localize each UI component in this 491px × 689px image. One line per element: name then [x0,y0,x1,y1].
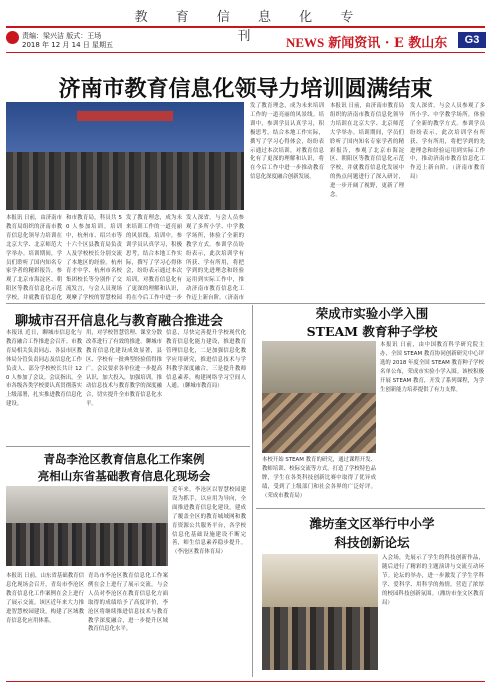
footer-rule [6,681,485,682]
newspaper-logo-icon [6,31,19,44]
story4-text-col3: 近年来，李沧区以智慧校园建设为抓手，以应用为导向，全面推进教育信息化建设，建成了覆盖全区的教育城域网和教育资源公共服务平台，各学校信息化基础设施建设不断完善，师生信息素养稳步提升。（李沧区教育体育局） [172,487,246,556]
story5-text-col1: 入会场，先展示了学生的科技创新作品，随后进行了精彩的主题演讲与交流互动环节。论坛的举办，进一步激发了学生学科学、爱科学、用科学的热情，营造了浓厚的校园科技创新氛围。（潍坊市奎文区教育局） [382,555,484,606]
lead-photo [6,102,244,210]
story4-photo [6,486,168,566]
story3-text-col2: 本校开始 STEAM 教育的研究，通过课程开发、教师培训、校际交流等方式，打造了学校特色品牌，学生在各类科技创新比赛中取得了优异成绩，受到了上级部门和社会各界的广泛好评。（荣成市教育局） [262,457,376,499]
page-number: G3 [458,32,486,48]
lead-text-right-col3: 发人深省。与会人员参观了多所小学、中学教学场所，体验了全新的教学方式。参训学员纷纷表示，此次培训学有所获、学有所用，将把学到的先进理念和经验运用到实际工作中，推动济南市教育信息化工作迈上新台阶。（济南市教育局） [410,103,485,181]
story4-headline-line2: 亮相山东省基础教育信息化现场会 [37,469,211,483]
section-rule [6,52,485,53]
story2-headline: 聊城市召开信息化与教育融合推进会 [14,314,223,329]
masthead-rule [6,26,485,28]
divider-right-mid [256,508,485,509]
story3-headline-line2: STEAM 教育种子学校 [306,324,438,339]
lead-text-col1: 本报讯 日前，由济南市教育局组织的济南市教育信息化领导力培训在北京大学、北京师范大学举办。培训期间，学员们聆听了国内知名专家学者的精彩报告，参观了北京市海淀区、朝阳区等教育信息化示范学校，并就教育信息化 [6,215,62,302]
lead-text-col4: 发人深省。与会人员参观了多所小学、中学教学场所，体验了全新的教学方式。参训学员纷纷表示，此次培训学有所获、学有所用，将把学到的先进理念和经验运用到实际工作中，推动济南市教育信息化工作迈上新台阶。（济南市 [186,215,244,302]
story2-text-col2: 用，对学校智慧管理、课堂分散改革进行了有效的推进。聊城市教育信息化建设成效显著，县区、学校有一批典型经验值得推广。会议要求各单位进一步提高认识，加大投入，加强培训，推动信息技术与教育教学的深度融合，切实提升全市教育信息化水平。 [86,330,162,408]
lead-headline: 济南市教育信息化领导力培训圆满结束 [58,76,433,102]
editor-credit: 责编：梁兴洁 版式：王场 [22,32,102,40]
story4-text-col2: 青岛市李沧区教育信息化工作案例在会上进行了展示交流，与会人员对李沧区在教育信息化方面取得的成绩给予了高度评价，李沧区将继续推进信息技术与教育教学深度融合，进一步提升区域教育信息化水平。 [88,573,168,633]
story3-photo [262,341,376,453]
section-en: NEWS [286,35,325,50]
divider-mid-vertical [252,305,253,677]
story3-text-col1: 本报讯 日前，由中国教育科学研究院主办，全国 STEAM 教育协同创新研究中心评选的 2018 年度全国 STEAM 教育种子学校名单公布，荣成市实验小学入围。该校积极开展 STEAM 教育，开发了系列课程，为学生创新能力培养提供了有力支撑。 [380,342,484,393]
story4-headline-line1: 青岛李沧区教育信息化工作案例 [43,452,205,466]
masthead-title: 教 育 信 息 化 专 刊 [134,10,366,44]
section-banner [286,32,448,51]
lead-text-col2: 和市教育局，科员共 50 人参加培训。培训中，杭州市、绍兴市等十六个区县教育局负责人及学校校长分别交流了本地区的经验。杭州育才中学、杭州市名校集团校长等分别作了交流发言，与会人员现场观摩了学校的智慧校园 [66,215,122,302]
lead-text-col3: 发了教育理念，成为未来培训工作的一道亮丽的风景线。培训中，参训学员认真学习，积极思考，结合本地工作实际，撰写了学习心得体会，纷纷表示通过本次培训，对教育信息化有了更深的理解和认识，将在今后工作中进一步 [126,215,182,302]
issue-date: 2018 年 12 月 14 日 星期五 [22,41,113,49]
story2-text-col3: 信息，尽快完善提升学校现代化教育信息化能力建设，推进教育管理信息化，二是加强信息化教学应用研究，推进信息技术与学科教学深度融合，三是提升教师信息素养，构建网络学习空间人人通。（聊城市教育局） [166,330,246,390]
story2-text-col1: 本报讯 近日，聊城市信息化与教育融合工作推进会召开。市教育局相关负责同志、各县市区教体局分管负责同志及信息化工作负责人、部分学校校长共计 120 人参加了会议。会议指出，全市各级各类学校要认真贯彻落实上级部署，扎实推进教育信息化建设。 [6,330,82,408]
section-cn: 新闻资讯 · E 教山东 [328,36,448,51]
story3-headline-line1: 荣成市实验小学入围 [315,306,429,321]
story5-headline-line2: 科技创新论坛 [334,535,410,550]
story5-photo [262,554,378,670]
story4-text-col1: 本报讯 日前，山东省基础教育信息化现场会召开，青岛市李沧区教育信息化工作案例在会上进行了展示交流。该区近年来大力推进智慧校园建设，构建了区域教育信息化应用体系。 [6,573,84,624]
story5-headline-line1: 潍坊奎文区举行中小学 [309,516,435,531]
divider-left-mid [6,446,250,447]
lead-text-right-col1: 发了教育理念，成为未来培训工作的一道亮丽的风景线。培训中，参训学员认真学习，积极思考，结合本地工作实际，撰写了学习心得体会，纷纷表示通过本次培训，对教育信息化有了更深的理解和认识，将在今后工作中进一步推动教育信息化深度融合创新发展。 [250,103,324,181]
lead-text-right-col2: 本报讯 日前，由济南市教育局组织的济南市教育信息化领导力培训在北京大学、北京师范大学举办。培训期间，学员们聆听了国内知名专家学者的精彩报告，参观了北京市海淀区、朝阳区等教育信息化示范学校，并就教育信息化发展中的热点问题进行了深入研讨，进一步开阔了视野，更新了理念。 [330,103,404,199]
